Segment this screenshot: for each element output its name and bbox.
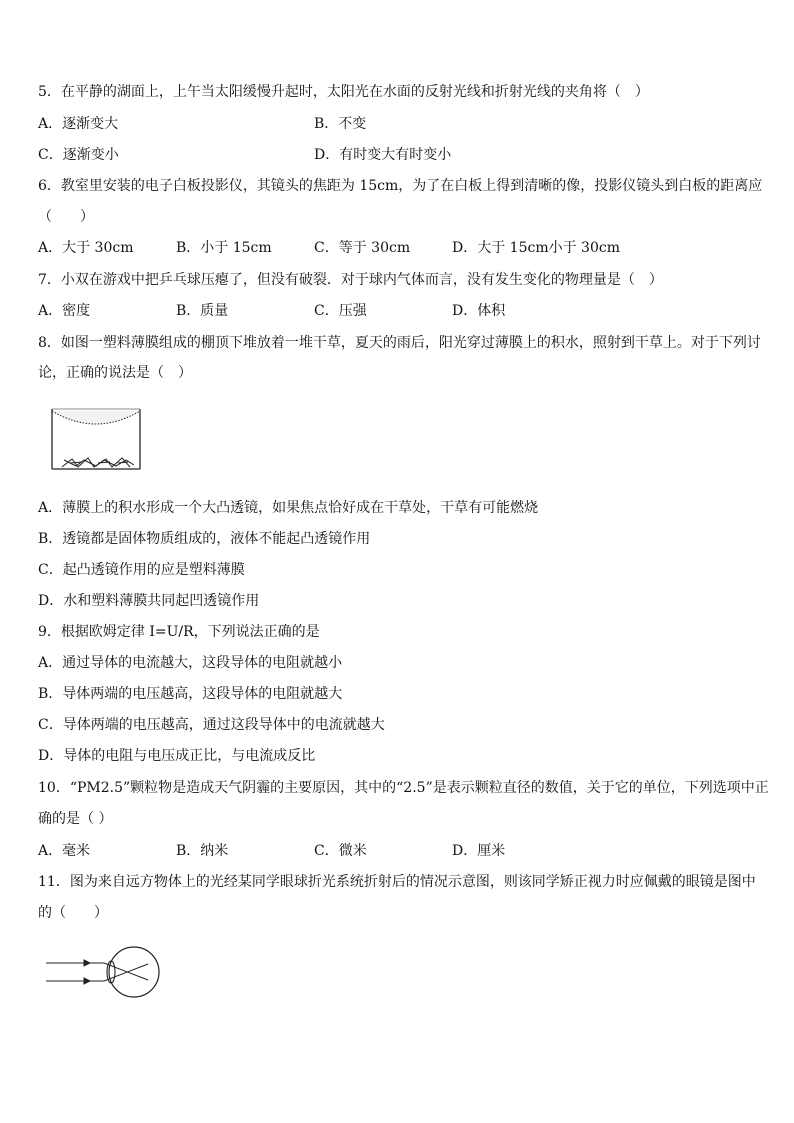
q10-option-d[interactable]: D．厘米 — [452, 843, 506, 859]
eyeball-outline — [109, 947, 159, 997]
q10-option-b[interactable]: B．纳米 — [176, 843, 229, 859]
q6-stem-line2: （ ） — [38, 209, 94, 225]
q8-stem-line1: 8．如图一塑料薄膜组成的棚顶下堆放着一堆干草，夏天的雨后，阳光穿过薄膜上的积水，照射到干草上。对于下列讨 — [38, 335, 761, 351]
q11-stem-line1: 11．图为来自远方物体上的光经某同学眼球折光系统折射后的情况示意图，则该同学矫正视力时应佩戴的眼镜是图中 — [38, 874, 756, 890]
incoming-light-rays — [46, 960, 104, 984]
q5-option-b[interactable]: B．不变 — [314, 116, 367, 132]
q5-stem: 5．在平静的湖面上，上午当太阳缓慢升起时，太阳光在水面的反射光线和折射光线的夹角将（ ） — [38, 84, 649, 100]
q6-option-a[interactable]: A．大于 30cm — [38, 240, 134, 256]
q7-stem: 7．小双在游戏中把乒乓球压瘪了，但没有破裂．对于球内气体而言，没有发生变化的物理量是（ ） — [38, 272, 663, 288]
q10-stem-line1: 10．“PM2.5”颗粒物是造成天气阴霾的主要原因，其中的“2.5”是表示颗粒直径的数值，关于它的单位，下列选项中正 — [38, 780, 769, 796]
q11-stem-line2: 的（ ） — [38, 905, 108, 921]
greenhouse-hay-figure — [48, 405, 148, 473]
water-on-film — [52, 411, 140, 424]
q9-option-c[interactable]: C．导体两端的电压越高，通过这段导体中的电流就越大 — [38, 717, 385, 733]
q8-option-d[interactable]: D．水和塑料薄膜共同起凹透镜作用 — [38, 593, 260, 609]
q9-option-b[interactable]: B．导体两端的电压越高，这段导体的电阻就越大 — [38, 686, 343, 702]
q8-stem-line2: 论，正确的说法是（ ） — [38, 365, 192, 381]
q6-option-d[interactable]: D．大于 15cm小于 30cm — [452, 240, 620, 256]
q7-option-d[interactable]: D．体积 — [452, 303, 506, 319]
q5-option-d[interactable]: D．有时变大有时变小 — [314, 147, 452, 163]
q7-option-a[interactable]: A．密度 — [38, 303, 91, 319]
q8-option-a[interactable]: A．薄膜上的积水形成一个大凸透镜，如果焦点恰好成在干草处，干草有可能燃烧 — [38, 500, 539, 516]
q7-option-c[interactable]: C．压强 — [314, 303, 367, 319]
q10-option-c[interactable]: C．微米 — [314, 843, 367, 859]
q10-stem-line2: 确的是（ ） — [38, 811, 113, 827]
q6-option-b[interactable]: B．小于 15cm — [176, 240, 272, 256]
q10-option-a[interactable]: A．毫米 — [38, 843, 91, 859]
q7-option-b[interactable]: B．质量 — [176, 303, 229, 319]
q5-option-a[interactable]: A．逐渐变大 — [38, 116, 119, 132]
q6-option-c[interactable]: C．等于 30cm — [314, 240, 411, 256]
q6-stem-line1: 6．教室里安装的电子白板投影仪，其镜头的焦距为 15cm，为了在白板上得到清晰的像，投影仪镜头到白板的距离应 — [38, 178, 763, 194]
q8-option-b[interactable]: B．透镜都是固体物质组成的，液体不能起凸透镜作用 — [38, 531, 371, 547]
q9-option-d[interactable]: D．导体的电阻与电压成正比，与电流成反比 — [38, 748, 316, 764]
eye-refraction-diagram — [44, 943, 164, 1003]
q9-stem: 9．根据欧姆定律 I=U/R，下列说法正确的是 — [38, 624, 320, 640]
hay-pile — [62, 458, 134, 467]
q9-option-a[interactable]: A．通过导体的电流越大，这段导体的电阻就越小 — [38, 655, 343, 671]
q5-option-c[interactable]: C．逐渐变小 — [38, 147, 119, 163]
refracted-rays — [104, 963, 148, 981]
q8-option-c[interactable]: C．起凸透镜作用的应是塑料薄膜 — [38, 562, 245, 578]
